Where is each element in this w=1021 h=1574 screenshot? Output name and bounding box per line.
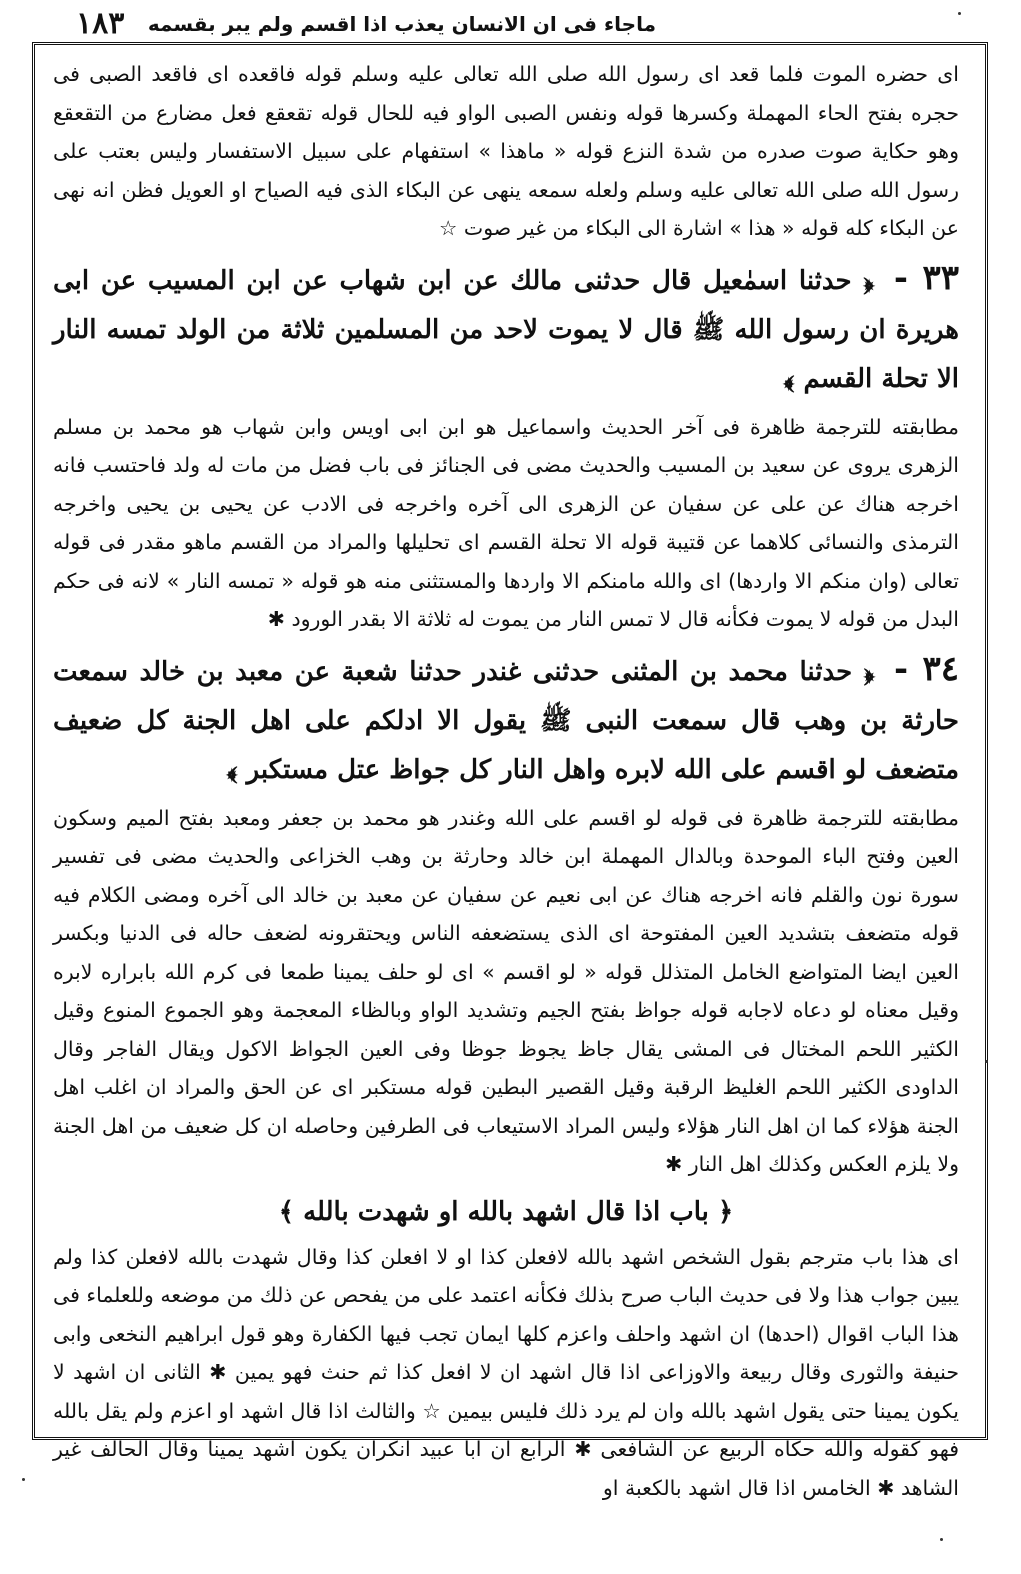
text-frame	[32, 42, 988, 1500]
running-title: ماجاء فى ان الانسان يعذب اذا اقسم ولم يبر بقسمه	[147, 12, 656, 36]
speck-mark	[940, 1538, 943, 1541]
commentary-paragraph-1: اى حضره الموت فلما قعد اى رسول الله صلى الله تعالى عليه وسلم قوله فاقعده اى فاقعد الصبى فى حجره بفتح الحاء المهملة وكسرها قوله ونفس الصبى الواو فيه للحال قوله تقعقع فعل مضارع من التقعقع وهو حكاية صوت صدره من شدة النزع قوله « ماهذا » استفهام على سبيل الاستفسار وليس بعتب على رسول الله صلى الله تعالى عليه وسلم ولعله سمعه ينهى عن البكاء الذى فيه الصياح او العويل فظن انه نهى عن البكاء كله قوله « هذا » اشارة الى البكاء من غير صوت ☆	[53, 62, 959, 240]
speck-mark	[985, 1060, 988, 1063]
bab-heading: ﴿ باب اذا قال اشهد بالله او شهدت بالله ﴾	[278, 1196, 734, 1227]
hadith-33	[53, 254, 959, 404]
page-number: ١٨٣	[76, 6, 125, 41]
speck-mark	[958, 12, 961, 15]
hadith-34-text: ﴿ حدثنا محمد بن المثنى حدثنى غندر حدثنا شعبة عن معبد بن خالد سمعت حارثة بن وهب قال سمعت النبى ﷺ يقول الا ادلكم على اهل الجنة كل ضعيف متضعف لو اقسم على الله لابره واهل النار كل جواظ عتل مستكبر ﴾	[53, 656, 959, 785]
commentary-paragraph-4: اى هذا باب مترجم بقول الشخص اشهد بالله لافعلن كذا او لا افعلن كذا وقال شهدت بالله لافعلن كذا ولم يبين جواب هذا ولا فى حديث الباب صرح بذلك فكأنه اعتمد على من يفحص عن ذلك من موضعه وللعلماء فى هذا الباب اقوال (احدها) ان اشهد واحلف واعزم كلها ايمان تجب فيها الكفارة وهو قول ابراهيم النخعى وابى حنيفة والثورى وقال ربيعة والاوزاعى اذا قال اشهد ان لا افعل كذا ثم حنث فهو يمين ✱ الثانى ان اشهد لا يكون يمينا حتى يقول اشهد بالله وان لم يرد ذلك فليس بيمين ☆ والثالث اذا قال اشهد او اعزم ولم يقل بالله فهو كقوله والله حكاه الربيع عن الشافعى ✱ الرابع ان ابا عبيد انكران يكون اشهد يمينا وقال الحالف غير الشاهد ✱ الخامس اذا قال اشهد بالكعبة او	[53, 1244, 959, 1500]
hadith-34-number: ٣٤ -	[894, 648, 960, 689]
hadith-34	[53, 645, 959, 795]
hadith-33-text: ﴿ حدثنا اسمٰعيل قال حدثنى مالك عن ابن شهاب عن ابن المسيب عن ابى هريرة ان رسول الله ﷺ قال لا يموت لاحد من المسلمين ثلاثة من الولد تمسه النار الا تحلة القسم ﴾	[53, 265, 959, 394]
speck-mark	[22, 1478, 25, 1481]
commentary-paragraph-2: مطابقته للترجمة ظاهرة فى آخر الحديث واسماعيل هو ابن ابى اويس وابن شهاب هو محمد بن مسلم الزهرى يروى عن سعيد بن المسيب والحديث مضى فى الجنائز فى باب فضل من مات له ولد فاحتسب فانه اخرجه هناك عن على عن سفيان عن الزهرى الى آخره واخرجه فى الادب عن يحيى بن يحيى واخرجه الترمذى والنسائى كلاهما عن قتيبة قوله الا تحلة القسم اى تحليلها والمراد من القسم ماهو مقدر فى قوله تعالى (وان منكم الا واردها) اى والله مامنكم الا واردها والمستثنى منه هو قوله « تمسه النار » لانه فى حكم البدل من قوله لا يموت فكأنه قال لا تمس النار من يموت له ثلاثة الا بقدر الورود ✱	[53, 414, 959, 631]
hadith-33-number: ٣٣ -	[893, 257, 959, 298]
commentary-paragraph-3: مطابقته للترجمة ظاهرة فى قوله لو اقسم على الله وغندر هو محمد بن جعفر ومعبد بفتح الميم وسكون العين وفتح الباء الموحدة وبالدال المهملة ابن خالد وحارثة بن وهب الخزاعى والحديث مضى فى تفسير سورة نون والقلم فانه اخرجه هناك عن ابى نعيم عن سفيان عن معبد بن خالد الى آخره ومضى الكلام فيه قوله متضعف بتشديد العين المفتوحة اى الذى يستضعفه الناس ويحتقرونه لضعف حاله فى الدنيا وبكسر العين ايضا المتواضع الخامل المتذلل قوله « لو اقسم » اى لو حلف يمينا طمعا فى كرم الله بابراره لابره وقيل معناه لو دعاه لاجابه قوله جواظ بفتح الجيم وتشديد الواو وبالظاء المعجمة وهو الجموع المنوع وقيل الكثير اللحم المختال فى المشى يقال جاظ يجوظ جوظا وفى العين الجواظ الاكول ويقال الفاجر وقال الداودى الكثير اللحم الغليظ الرقبة وقيل القصير البطين قوله مستكبر اى عن الحق والمراد ان اغلب اهل الجنة هؤلاء كما ان اهل النار هؤلاء وليس المراد الاستيعاب فى الطرفين وحاصله ان كل ضعيف من اهل الجنة ولا يلزم العكس وكذلك اهل النار ✱	[53, 805, 959, 1176]
page-header	[36, 8, 986, 42]
